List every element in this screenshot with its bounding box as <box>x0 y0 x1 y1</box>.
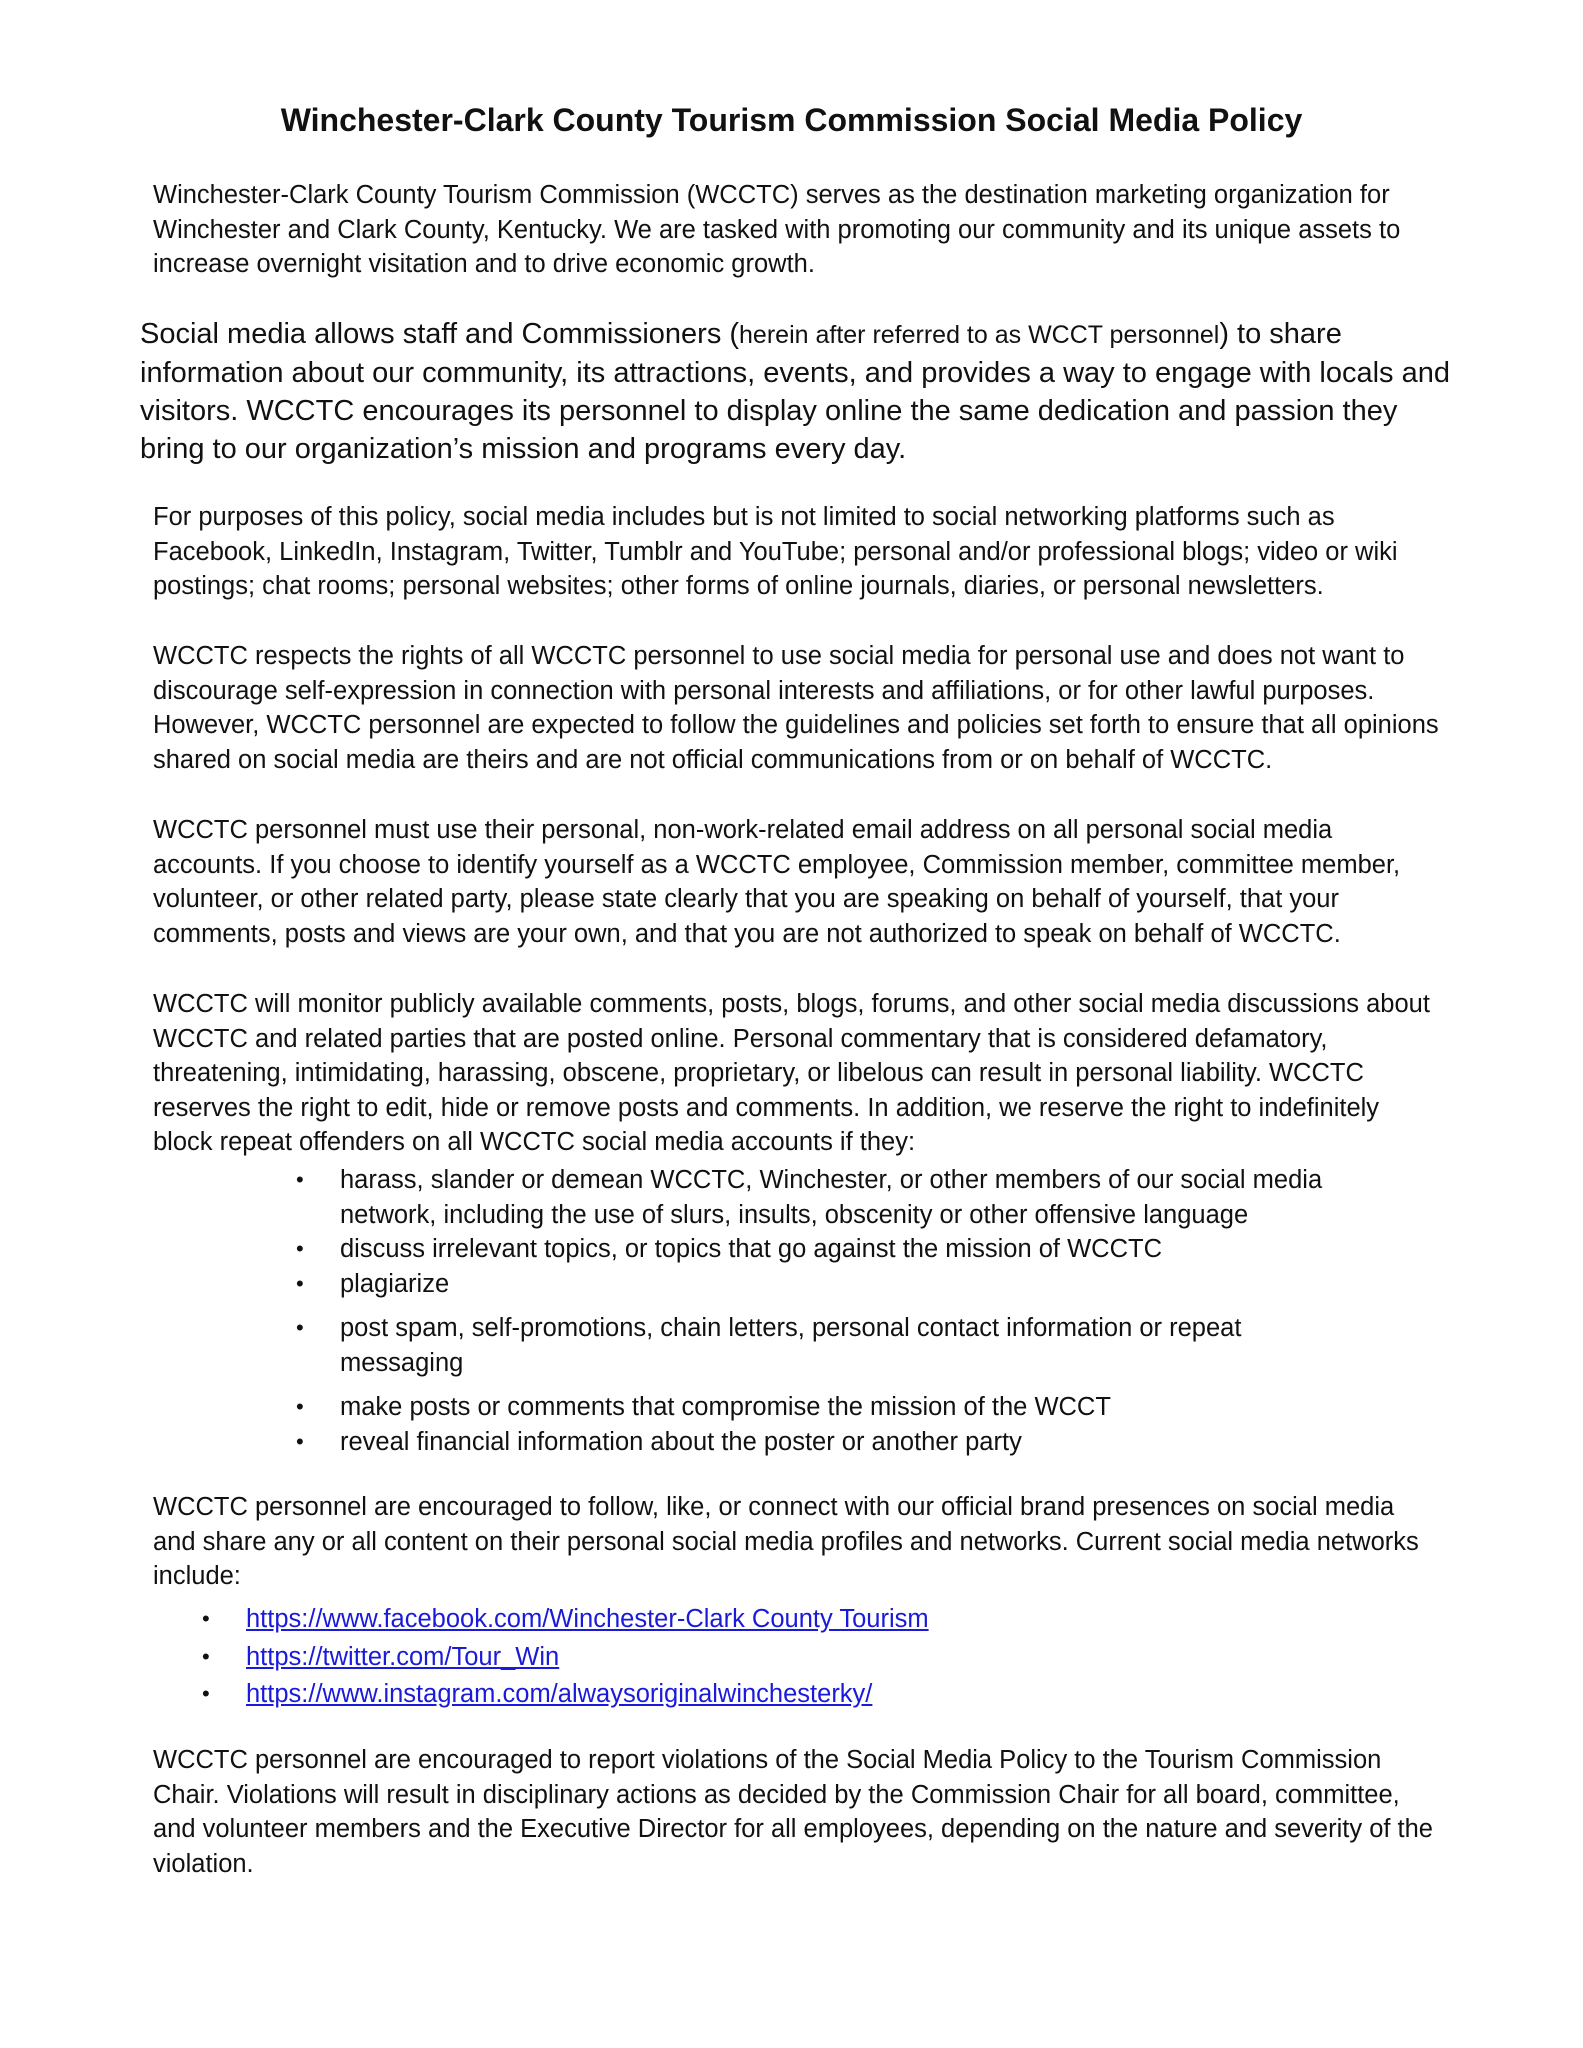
social-intro-start: Social media allows staff and Commissioners ( <box>140 318 740 350</box>
bullet-text: reveal financial information about the poster or another party <box>340 1427 1022 1456</box>
list-item <box>296 1390 1340 1425</box>
instagram-link[interactable]: https://www.instagram.com/alwaysoriginalwinchesterky/ <box>246 1680 873 1708</box>
definition-paragraph: For purposes of this policy, social media includes but is not limited to social networking platforms such as Facebook, LinkedIn, Instagram, Twitter, Tumblr and YouTube; personal and/or professional blogs; video or wiki postings; chat rooms; personal websites; other forms of online journals, diaries, or personal newsletters. <box>153 503 1398 600</box>
twitter-link[interactable]: https://twitter.com/Tour_Win <box>246 1642 560 1671</box>
bullet-icon: • <box>296 1394 304 1419</box>
bullet-text: discuss irrelevant topics, or topics that go against the mission of WCCTC <box>340 1235 1162 1263</box>
list-item <box>202 1602 1246 1637</box>
list-item <box>296 1425 1340 1460</box>
bullet-icon: • <box>296 1236 304 1261</box>
list-item <box>296 1163 1340 1232</box>
social-media-intro-paragraph <box>140 315 1460 468</box>
list-item <box>296 1232 1340 1267</box>
document-title: Winchester-Clark County Tourism Commission Social Media Policy <box>280 102 1303 138</box>
list-item <box>296 1311 1340 1380</box>
bullet-icon: • <box>202 1681 210 1706</box>
bullet-icon: • <box>202 1643 210 1669</box>
bullet-icon: • <box>202 1606 210 1631</box>
rights-paragraph: WCCTC respects the rights of all WCCTC personnel to use social media for personal use and does not want to discourage self-expression in connection with personal interests and affiliations, or for other lawful purposes. However, WCCTC personnel are expected to follow the guidelines and policies set forth to ensure that all opinions shared on social media are theirs and are not official communications from or on behalf of WCCTC. <box>153 642 1439 774</box>
violations-paragraph: WCCTC personnel are encouraged to report violations of the Social Media Policy to the Tourism Commission Chair. Violations will result in disciplinary actions as decided by the Commission Chair for all board, committee, and volunteer members and the Executive Director for all employees, depending on the nature and severity of the violation. <box>153 1746 1433 1878</box>
bullet-icon: • <box>296 1167 304 1192</box>
bullet-text: plagiarize <box>340 1269 450 1298</box>
monitor-paragraph: WCCTC will monitor publicly available comments, posts, blogs, forums, and other social media discussions about WCCTC and related parties that are posted online. Personal commentary that is considered defamatory, threatening, intimidating, harassing, obscene, proprietary, or libelous can result in personal liability. WCCTC reserves the right to edit, hide or remove posts and comments. In addition, we reserve the right to indefinitely block repeat offenders on all WCCTC social media accounts if they: <box>153 990 1430 1156</box>
bullet-icon: • <box>296 1270 304 1296</box>
bullet-icon: • <box>296 1315 304 1340</box>
email-paragraph: WCCTC personnel must use their personal, non-work-related email address on all personal social media accounts. If you choose to identify yourself as a WCCTC employee, Commission member, committee member, volunteer, or other related party, please state clearly that you are speaking on behalf of yourself, that your comments, posts and views are your own, and that you are not authorized to speak on behalf of WCCTC. <box>153 816 1401 948</box>
list-item <box>202 1677 1246 1712</box>
bullet-icon: • <box>296 1428 304 1454</box>
offender-bullet-list <box>296 1163 1340 1459</box>
bullet-text: post spam, self-promotions, chain letters, personal contact information or repeat messaging <box>340 1314 1242 1377</box>
bullet-text: harass, slander or demean WCCTC, Winchester, or other members of our social media network, including the use of slurs, insults, obscenity or other offensive language <box>340 1166 1323 1229</box>
facebook-link[interactable]: https://www.facebook.com/Winchester-Clark County Tourism <box>246 1605 929 1633</box>
social-links-list <box>202 1602 1246 1715</box>
list-item <box>296 1267 1340 1302</box>
bullet-text: make posts or comments that compromise the mission of the WCCT <box>340 1393 1111 1421</box>
social-intro-end: ) to share information about our community, its attractions, events, and provides a way to engage with locals and visitors. WCCTC encourages its personnel to display online the same dedication and passion they bring to our organization’s mission and programs every day. <box>140 318 1450 465</box>
follow-paragraph: WCCTC personnel are encouraged to follow, like, or connect with our official brand presences on social media and share any or all content on their personal social media profiles and networks. Current social media networks include: <box>153 1493 1419 1590</box>
personnel-definition: herein after referred to as WCCT personnel <box>739 321 1220 349</box>
list-item <box>202 1640 1246 1675</box>
intro-paragraph: Winchester-Clark County Tourism Commission (WCCTC) serves as the destination marketing organization for Winchester and Clark County, Kentucky. We are tasked with promoting our community and its unique assets to increase overnight visitation and to drive economic growth. <box>153 181 1401 278</box>
